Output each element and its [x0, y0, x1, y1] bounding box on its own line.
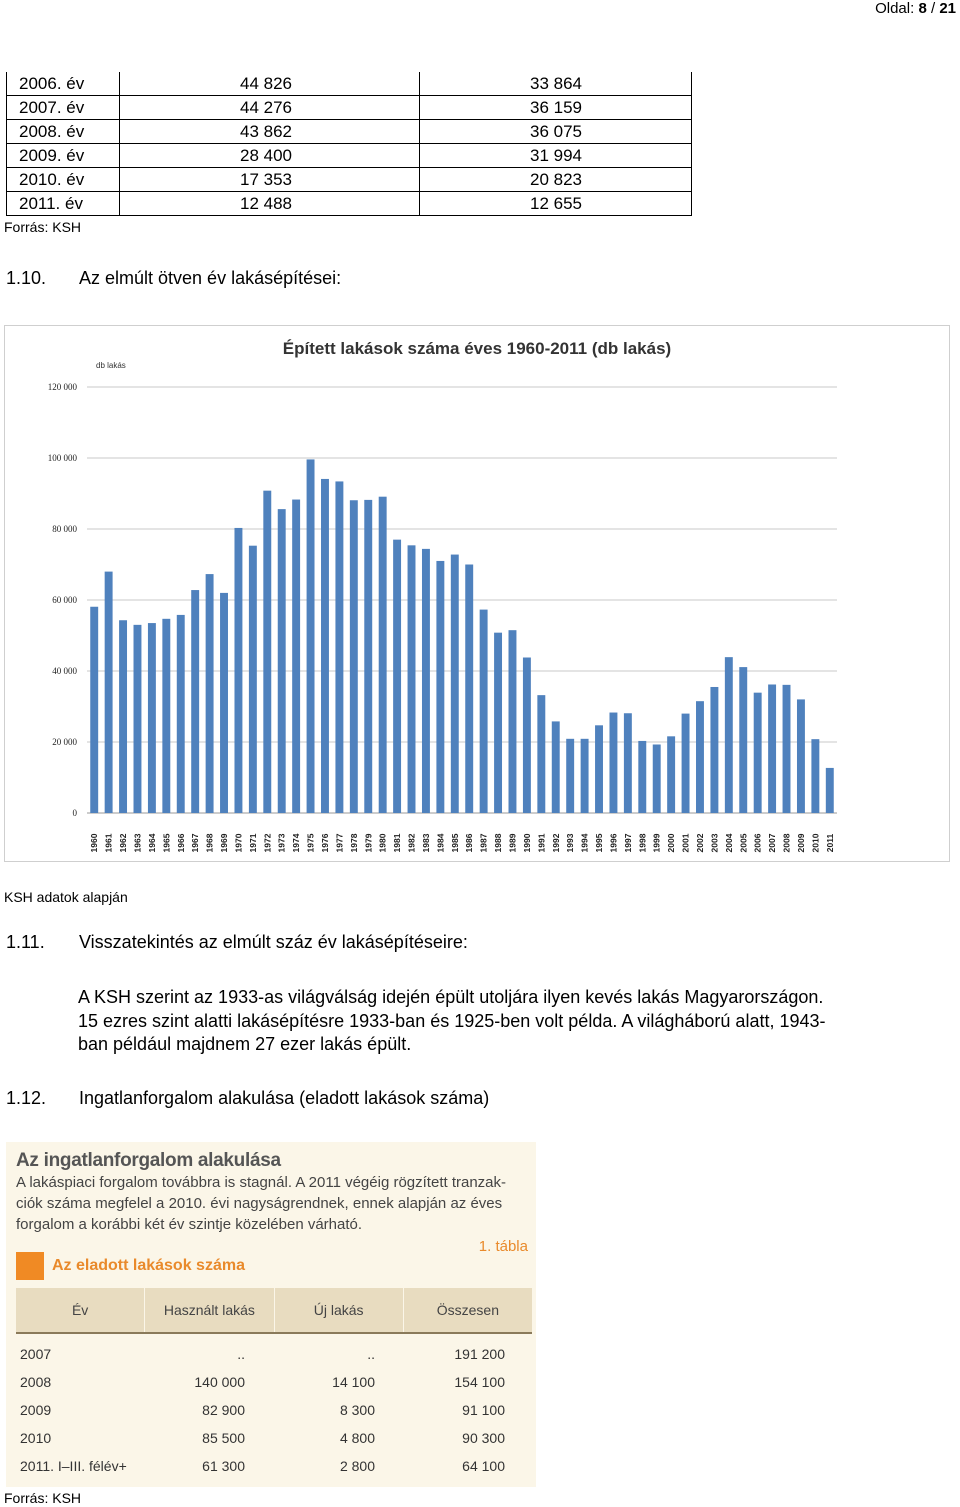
housing-chart: [4, 325, 950, 862]
bar: [739, 667, 747, 813]
y-tick-label: 120 000: [47, 382, 77, 392]
bar: [710, 687, 718, 813]
page-sep: /: [930, 0, 936, 17]
section-title: Visszatekintés az elmúlt száz év lakásépítéseire:: [79, 932, 468, 952]
bar: [581, 739, 589, 813]
history-paragraph: [78, 986, 958, 1057]
x-tick-label: 1962: [118, 833, 129, 853]
x-tick-label: 2007: [767, 833, 778, 853]
section-heading-1-12: [6, 1088, 489, 1109]
bar: [797, 699, 805, 813]
x-tick-label: 1997: [622, 833, 633, 853]
x-tick-label: 1971: [247, 833, 258, 853]
bar: [335, 481, 343, 813]
bar: [480, 610, 488, 813]
x-tick-label: 1995: [594, 833, 605, 853]
bar: [220, 593, 228, 813]
bar: [811, 739, 819, 813]
x-tick-label: 1982: [406, 833, 417, 853]
bar: [667, 736, 675, 813]
x-tick-label: 1970: [233, 833, 244, 853]
section-number: 1.11.: [6, 932, 45, 952]
x-tick-label: 1978: [348, 833, 359, 853]
bar: [523, 658, 531, 813]
chart-svg: [5, 326, 951, 863]
x-tick-label: 1979: [363, 833, 374, 853]
bar: [162, 619, 170, 813]
bar: [826, 768, 834, 813]
bar: [422, 549, 430, 813]
table-row: 2009 82 900 8 300 91 100: [20, 1402, 505, 1418]
bar: [408, 545, 416, 813]
bar: [537, 695, 545, 813]
page-label: Oldal:: [875, 0, 915, 17]
y-tick-label: 60 000: [52, 595, 77, 605]
bar: [119, 620, 127, 813]
bar: [696, 701, 704, 813]
paragraph-line: A KSH szerint az 1933-as világválság idején épült utoljára ilyen kevés lakás Magyarországon.: [78, 987, 824, 1007]
x-tick-label: 1967: [190, 833, 201, 853]
bar: [350, 500, 358, 813]
y-tick-label: 0: [72, 808, 77, 818]
x-tick-label: 1981: [392, 833, 403, 853]
bar: [595, 725, 603, 813]
ksh-sales-table: [6, 1142, 536, 1487]
bar: [552, 721, 560, 813]
bar: [609, 713, 617, 813]
ksh-header-row: [16, 1288, 532, 1334]
bar: [364, 500, 372, 813]
bar: [566, 739, 574, 813]
x-tick-label: 1986: [464, 833, 475, 853]
x-tick-label: 2011: [824, 833, 835, 853]
ksh-description: [16, 1172, 536, 1235]
x-tick-label: 1973: [276, 833, 287, 853]
ksh-header-cell: Összesen: [436, 1302, 499, 1318]
x-tick-label: 2000: [666, 833, 677, 853]
x-tick-label: 1977: [334, 833, 345, 853]
table-row: 2009. év 28 400 31 994: [7, 144, 692, 168]
section-heading-1-11: [6, 932, 468, 953]
x-tick-label: 2001: [680, 833, 691, 853]
ksh-desc-line: A lakáspiaci forgalom továbbra is stagnál. A 2011 végéig rögzített tranzak-: [16, 1174, 507, 1191]
x-tick-label: 1987: [478, 833, 489, 853]
x-tick-label: 1984: [435, 833, 446, 853]
x-tick-label: 1992: [550, 833, 561, 853]
bar: [768, 684, 776, 813]
bar: [754, 693, 762, 813]
x-tick-label: 1963: [132, 833, 143, 853]
bar: [105, 572, 113, 813]
bar: [249, 546, 257, 813]
table-row: 2008 140 000 14 100 154 100: [20, 1374, 505, 1390]
table-source: Forrás: KSH: [4, 219, 82, 235]
page-number: [875, 0, 956, 17]
x-tick-label: 1998: [637, 833, 648, 853]
section-title: Ingatlanforgalom alakulása (eladott lakások száma): [79, 1088, 490, 1108]
table-row: 2011. I–III. félév+ 61 300 2 800 64 100: [20, 1458, 505, 1474]
x-tick-label: 1975: [305, 833, 316, 853]
bar: [494, 633, 502, 813]
y-tick-label: 20 000: [52, 737, 77, 747]
ksh-header-cell: Új lakás: [275, 1288, 404, 1332]
bar: [653, 744, 661, 813]
bar: [90, 607, 98, 813]
y-tick-label: 100 000: [47, 453, 77, 463]
ksh-desc-line: ciók száma megfelel a 2010. évi nagyságrendnek, ennek alapján az éves: [16, 1195, 503, 1212]
ksh-subtitle: Az eladott lakások száma: [52, 1257, 245, 1274]
ksh-header-cell: Használt lakás: [145, 1288, 274, 1332]
x-tick-label: 2002: [694, 833, 705, 853]
bar: [148, 623, 156, 813]
x-tick-label: 1966: [175, 833, 186, 853]
table-row: 2007 .. .. 191 200: [20, 1346, 505, 1362]
x-tick-label: 1969: [219, 833, 230, 853]
table-row: 2007. év 44 276 36 159: [7, 96, 692, 120]
ksh-desc-line: forgalom a korábbi két év szintje közelében várható.: [16, 1216, 363, 1233]
bar: [436, 561, 444, 813]
chart-title: Épített lakások száma éves 1960-2011 (db lakás): [282, 339, 672, 358]
x-tick-label: 2009: [795, 833, 806, 853]
bar: [191, 590, 199, 813]
y-tick-label: 80 000: [52, 524, 77, 534]
bar: [725, 657, 733, 813]
page-total: 21: [939, 0, 956, 17]
x-tick-label: 1996: [608, 833, 619, 853]
housing-table: [6, 72, 692, 216]
x-tick-label: 1972: [262, 833, 273, 853]
x-tick-label: 1991: [536, 833, 547, 853]
y-tick-label: 40 000: [52, 666, 77, 676]
x-tick-label: 1983: [420, 833, 431, 853]
bar: [234, 528, 242, 813]
bar: [278, 509, 286, 813]
chart-source: KSH adatok alapján: [4, 889, 128, 905]
x-tick-label: 1968: [204, 833, 215, 853]
ksh-rows: [16, 1340, 532, 1480]
ksh-header-cell: Év: [16, 1288, 145, 1332]
bar: [292, 500, 300, 813]
x-tick-label: 1985: [449, 833, 460, 853]
bar: [321, 479, 329, 813]
bar: [783, 685, 791, 813]
bar: [624, 713, 632, 813]
x-tick-label: 1980: [377, 833, 388, 853]
table-row: 2010. év 17 353 20 823: [7, 168, 692, 192]
x-tick-label: 2003: [709, 833, 720, 853]
bar: [379, 497, 387, 813]
bottom-source: Forrás: KSH: [4, 1490, 82, 1506]
x-tick-label: 1989: [507, 833, 518, 853]
section-title: Az elmúlt ötven év lakásépítései:: [79, 268, 342, 288]
x-tick-label: 2004: [723, 833, 734, 853]
bar: [682, 714, 690, 813]
x-tick-label: 1999: [651, 833, 662, 853]
bar: [307, 459, 315, 813]
paragraph-line: ban például majdnem 27 ezer lakás épült.: [78, 1034, 412, 1054]
section-number: 1.10.: [6, 268, 47, 288]
x-tick-label: 1994: [579, 833, 590, 853]
bar: [134, 625, 142, 813]
x-tick-label: 1964: [146, 833, 157, 853]
bar: [177, 615, 185, 813]
x-tick-label: 1993: [565, 833, 576, 853]
section-number: 1.12.: [6, 1088, 47, 1108]
bar: [638, 741, 646, 813]
bar: [206, 574, 214, 813]
bar: [451, 555, 459, 813]
bar: [393, 540, 401, 813]
bar: [465, 565, 473, 814]
bar: [509, 630, 517, 813]
x-tick-label: 2008: [781, 833, 792, 853]
x-tick-label: 1965: [161, 833, 172, 853]
table-row: 2011. év 12 488 12 655: [7, 192, 692, 216]
x-tick-label: 1960: [89, 833, 100, 853]
table-row: 2010 85 500 4 800 90 300: [20, 1430, 505, 1446]
x-tick-label: 2005: [738, 833, 749, 853]
x-tick-label: 2010: [810, 833, 821, 853]
table-row: 2006. év 44 826 33 864: [7, 72, 692, 96]
section-heading-1-10: [6, 268, 341, 289]
paragraph-line: 15 ezres szint alatti lakásépítésre 1933-ban és 1925-ben volt példa. A világháború alatt, 1943-: [78, 1010, 826, 1031]
page-current: 8: [918, 0, 927, 17]
ksh-title: Az ingatlanforgalom alakulása: [16, 1150, 281, 1171]
chart-ylabel: db lakás: [96, 361, 126, 370]
x-tick-label: 2006: [752, 833, 763, 853]
bar: [263, 491, 271, 813]
x-tick-label: 1976: [319, 833, 330, 853]
x-tick-label: 1988: [493, 833, 504, 853]
x-tick-label: 1990: [521, 833, 532, 853]
x-tick-label: 1961: [103, 833, 114, 853]
x-tick-label: 1974: [291, 833, 302, 853]
ksh-table-number: 1. tábla: [478, 1238, 528, 1255]
table-row: 2008. év 43 862 36 075: [7, 120, 692, 144]
orange-square-icon: [16, 1252, 44, 1280]
